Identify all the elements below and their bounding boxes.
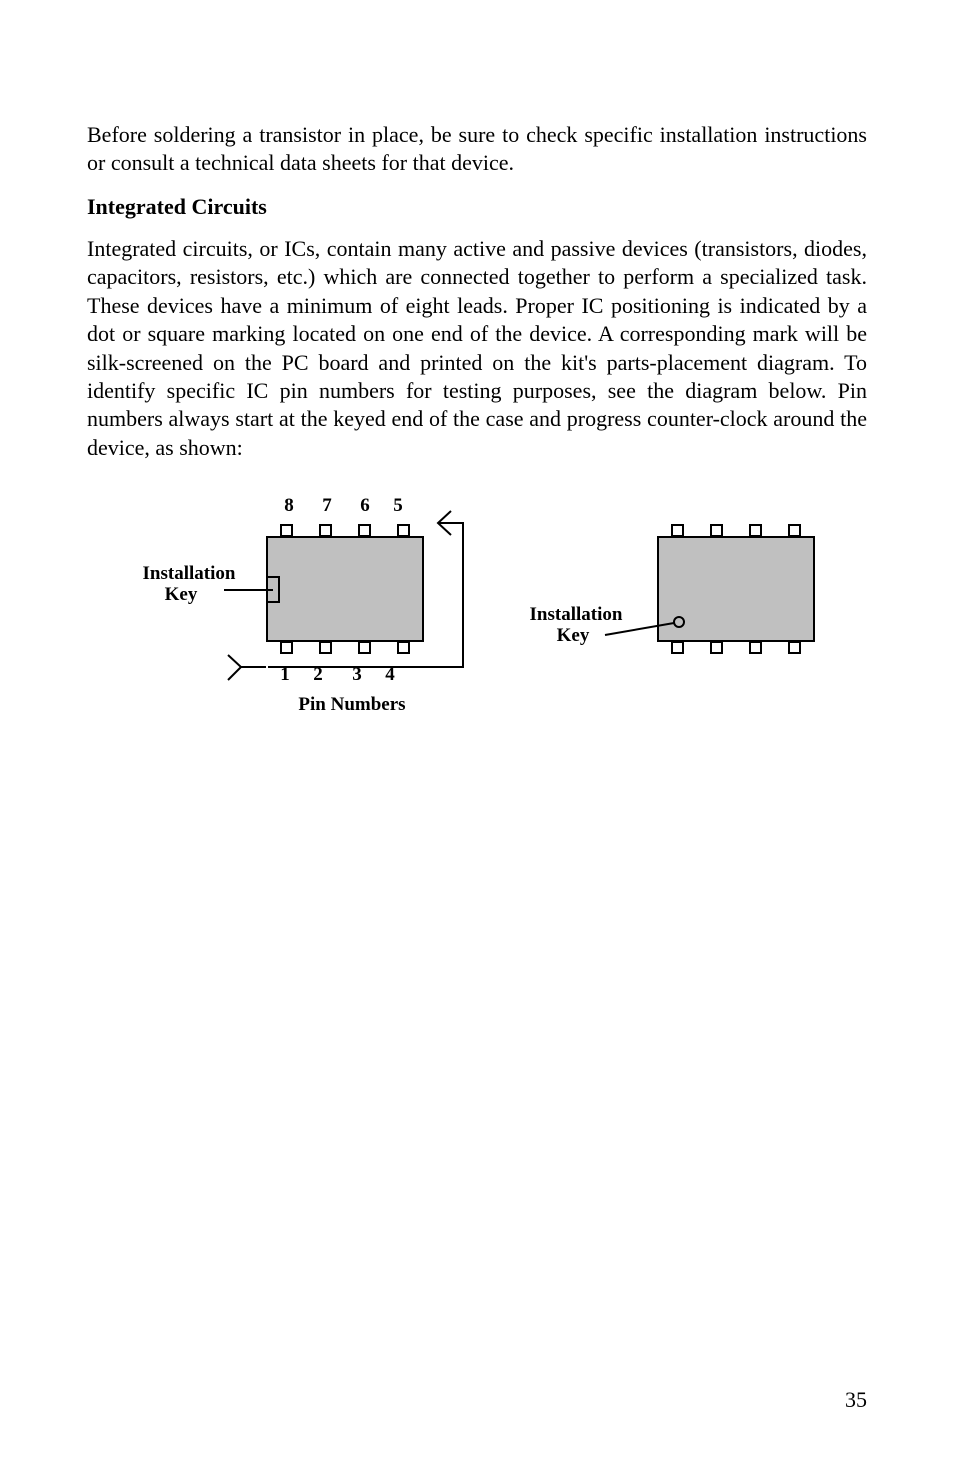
left-ic-top-pin [398, 525, 409, 536]
right-ic-bottom-pin [672, 642, 683, 653]
left-ic-body [267, 537, 423, 641]
pin-number-label: 2 [313, 664, 323, 685]
right-ic-top-pin [711, 525, 722, 536]
pin-number-label: 4 [385, 664, 395, 685]
left-ic-bottom-pin [398, 642, 409, 653]
pin-number-label: 5 [393, 495, 403, 516]
ic-pinout-diagram [0, 0, 954, 730]
pin-number-label: 6 [360, 495, 370, 516]
right-ic-top-pin [750, 525, 761, 536]
right-ic-key-dot [674, 617, 684, 627]
left-key-label-line1: Installation [142, 563, 236, 584]
right-ic-top-pin [789, 525, 800, 536]
pin-number-label: 7 [322, 495, 332, 516]
section-heading: Integrated Circuits [87, 194, 267, 219]
left-ic [143, 495, 463, 715]
ic-paragraph: Integrated circuits, or ICs, contain many active and passive devices (transistors, diodes, capacitors, resistors, etc.) which are connected together to perform a specialized task. These devices have a minimum of eight leads. Proper IC positioning is indicated by a dot or square marking located on one end of the device. A corresponding mark will be silk-screened on the PC board and printed on the kit's parts-placement diagram. To identify specific IC pin numbers for testing purposes, see the diagram below. Pin numbers always start at the keyed end of the case and progress counter-clock around the device, as shown: [87, 236, 867, 460]
left-ic-bottom-pin [320, 642, 331, 653]
left-ic-bottom-pin [281, 642, 292, 653]
right-key-label-line2: Key [556, 625, 590, 646]
pin-order-arrow-bottom [228, 655, 241, 680]
pin-number-label: 8 [284, 495, 294, 516]
right-ic-bottom-pin [789, 642, 800, 653]
left-key-label-line2: Key [164, 584, 198, 605]
left-ic-top-pin [281, 525, 292, 536]
right-key-label-line1: Installation [529, 604, 623, 625]
right-ic-bottom-pin [711, 642, 722, 653]
pin-numbers-caption: Pin Numbers [298, 694, 406, 715]
pin-number-label: 1 [280, 664, 290, 685]
right-ic-top-pin [672, 525, 683, 536]
intro-paragraph: Before soldering a transistor in place, be sure to check specific installation instructions or consult a technical data sheets for that device. [87, 122, 867, 176]
pin-number-label: 3 [352, 664, 362, 685]
right-ic [530, 525, 814, 653]
right-ic-bottom-pin [750, 642, 761, 653]
left-ic-top-pin [320, 525, 331, 536]
page-number: 35 [845, 1387, 867, 1412]
left-ic-top-pin [359, 525, 370, 536]
left-ic-bottom-pin [359, 642, 370, 653]
